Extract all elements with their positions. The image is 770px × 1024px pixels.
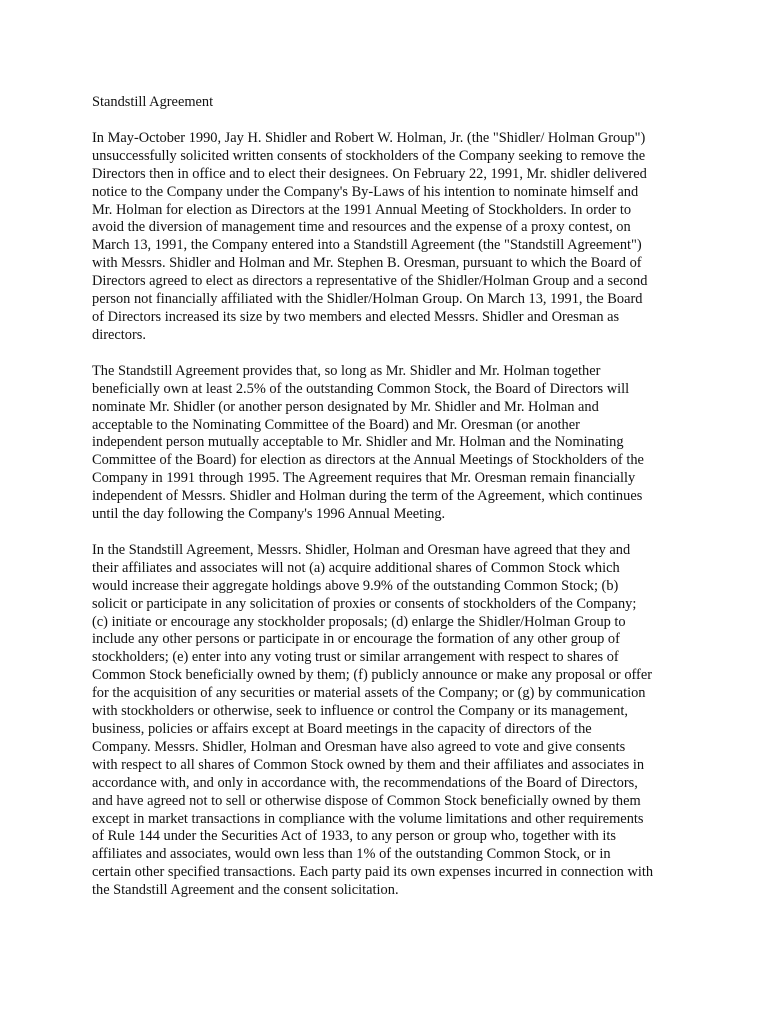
paragraph-line: independent of Messrs. Shidler and Holman during the term of the Agreement, which continues bbox=[92, 488, 643, 505]
paragraph-line: Common Stock beneficially owned by them; (f) publicly announce or make any proposal or offer bbox=[92, 667, 653, 684]
paragraph-line: until the day following the Company's 1996 Annual Meeting. bbox=[92, 506, 446, 523]
paragraph-line: except in market transactions in compliance with the volume limitations and other requirements bbox=[92, 810, 644, 827]
paragraph-line: Mr. Holman for election as Directors at the 1991 Annual Meeting of Stockholders. In order to bbox=[92, 201, 632, 218]
paragraph-line: and have agreed not to sell or otherwise dispose of Common Stock beneficially owned by them bbox=[92, 792, 641, 809]
paragraph-line: of Rule 144 under the Securities Act of 1933, to any person or group who, together with its bbox=[92, 828, 616, 845]
paragraph-line: include any other persons or participate in or encourage the formation of any other group of bbox=[92, 631, 620, 648]
paragraph-line: stockholders; (e) enter into any voting trust or similar arrangement with respect to shares of bbox=[92, 649, 619, 666]
paragraph-line: (c) initiate or encourage any stockholder proposals; (d) enlarge the Shidler/Holman Group to bbox=[92, 613, 626, 630]
paragraph-line: would increase their aggregate holdings above 9.9% of the outstanding Common Stock; (b) bbox=[92, 577, 619, 594]
paragraph-line: Company. Messrs. Shidler, Holman and Oresman have also agreed to vote and give consents bbox=[92, 738, 626, 755]
paragraph-line: directors. bbox=[92, 326, 146, 343]
paragraph-line: Directors then in office and to elect their designees. On February 22, 1991, Mr. shidler delivered bbox=[92, 165, 647, 182]
paragraph-line: independent person mutually acceptable to Mr. Shidler and Mr. Holman and the Nominating bbox=[92, 434, 624, 451]
paragraph-3 bbox=[92, 542, 682, 900]
paragraph-line: person not financially affiliated with the Shidler/Holman Group. On March 13, 1991, the Board bbox=[92, 291, 643, 308]
paragraph-line: their affiliates and associates will not (a) acquire additional shares of Common Stock which bbox=[92, 559, 620, 576]
paragraph-line: nominate Mr. Shidler (or another person designated by Mr. Shidler and Mr. Holman and bbox=[92, 398, 599, 415]
paragraph-line: The Standstill Agreement provides that, so long as Mr. Shidler and Mr. Holman together bbox=[92, 362, 601, 379]
paragraph-line: acceptable to the Nominating Committee of the Board) and Mr. Oresman (or another bbox=[92, 416, 580, 433]
paragraph-line: of Directors increased its size by two members and elected Messrs. Shidler and Oresman as bbox=[92, 308, 620, 325]
paragraph-line: In the Standstill Agreement, Messrs. Shidler, Holman and Oresman have agreed that they and bbox=[92, 541, 631, 558]
paragraph-line: accordance with, and only in accordance with, the recommendations of the Board of Directors, bbox=[92, 774, 638, 791]
paragraph-line: with stockholders or otherwise, seek to influence or control the Company or its management, bbox=[92, 703, 628, 720]
paragraph-line: for the acquisition of any securities or material assets of the Company; or (g) by communication bbox=[92, 685, 646, 702]
paragraph-line: In May-October 1990, Jay H. Shidler and Robert W. Holman, Jr. (the "Shidler/ Holman Group") bbox=[92, 129, 646, 146]
paragraph-line: notice to the Company under the Company's By-Laws of his intention to nominate himself and bbox=[92, 183, 639, 200]
paragraph-line: Company in 1991 through 1995. The Agreement requires that Mr. Oresman remain financially bbox=[92, 470, 636, 487]
paragraph-line: certain other specified transactions. Each party paid its own expenses incurred in connection with bbox=[92, 864, 654, 881]
paragraph-line: Directors agreed to elect as directors a representative of the Shidler/Holman Group and a second bbox=[92, 273, 648, 290]
paragraph-line: the Standstill Agreement and the consent solicitation. bbox=[92, 882, 399, 899]
paragraph-line: solicit or participate in any solicitation of proxies or consents of stockholders of the Company; bbox=[92, 595, 637, 612]
paragraph-line: with respect to all shares of Common Stock owned by them and their affiliates and associates in bbox=[92, 756, 645, 773]
paragraph-line: Committee of the Board) for election as directors at the Annual Meetings of Stockholders of the bbox=[92, 452, 644, 469]
paragraph-line: affiliates and associates, would own less than 1% of the outstanding Common Stock, or in bbox=[92, 846, 611, 863]
paragraph-line: with Messrs. Shidler and Holman and Mr. Stephen B. Oresman, pursuant to which the Board of bbox=[92, 255, 642, 272]
paragraph-line: avoid the diversion of management time and resources and the expense of a proxy contest, on bbox=[92, 219, 631, 236]
paragraph-line: unsuccessfully solicited written consents of stockholders of the Company seeking to remove the bbox=[92, 147, 646, 164]
document-title: Standstill Agreement bbox=[92, 94, 214, 110]
paragraph-2 bbox=[92, 363, 682, 524]
paragraph-1 bbox=[92, 130, 682, 345]
paragraph-line: business, policies or affairs except at Board meetings in the capacity of directors of the bbox=[92, 721, 592, 737]
paragraph-line: March 13, 1991, the Company entered into a Standstill Agreement (the "Standstill Agreement") bbox=[92, 237, 642, 254]
document-page bbox=[92, 94, 682, 918]
paragraph-line: beneficially own at least 2.5% of the outstanding Common Stock, the Board of Directors will bbox=[92, 380, 630, 397]
